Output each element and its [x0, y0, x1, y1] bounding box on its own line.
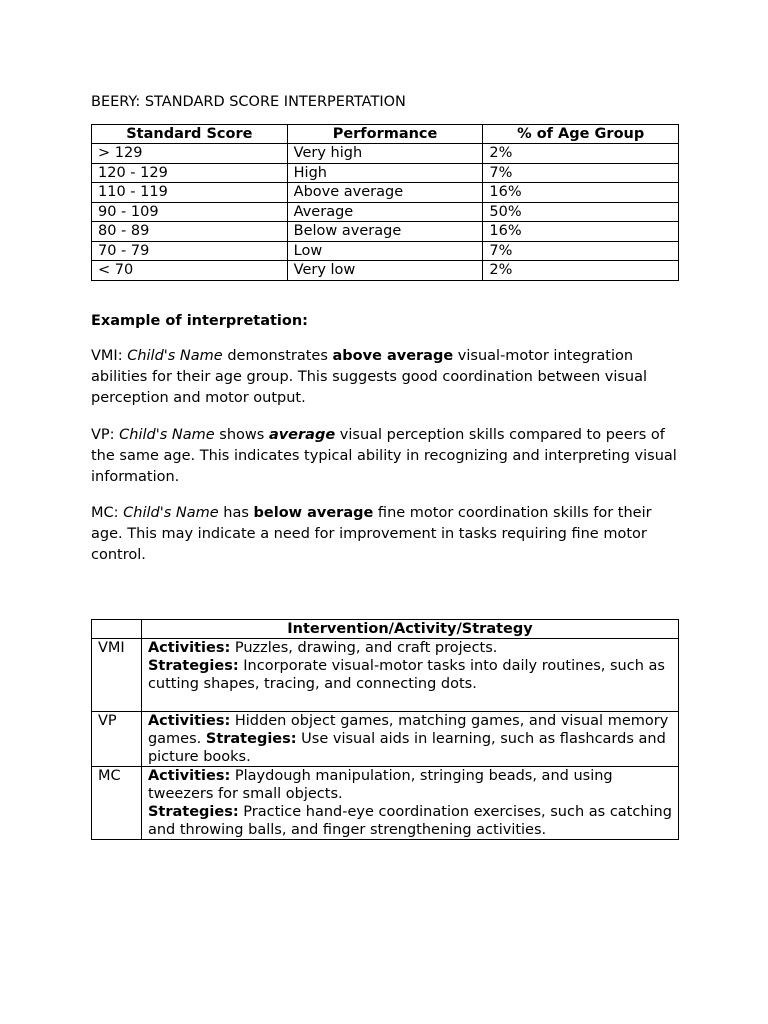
score-cell: 70 - 79 [92, 241, 288, 261]
column-header-performance: Performance [287, 125, 483, 144]
performance-cell: Above average [287, 183, 483, 203]
standard-score-table [91, 124, 679, 281]
table-row [92, 712, 679, 767]
performance-cell: Very low [287, 261, 483, 281]
vp-strategies: Use visual aids in learning, such as flashcards and picture books. [147, 731, 666, 765]
vmi-level: above average [332, 348, 454, 364]
performance-cell: Average [287, 202, 483, 222]
table-header-row [92, 620, 679, 639]
mc-description: fine motor coordination skills for their age. This may indicate a need for improvement in tasks requiring fine motor control. [91, 505, 652, 563]
score-cell: < 70 [92, 261, 288, 281]
table-row [92, 222, 679, 242]
percent-cell: 7% [483, 163, 679, 183]
column-header-standard-score: Standard Score [92, 125, 288, 144]
mc-activities: Playdough manipulation, stringing beads, and using tweezers for small objects. [147, 768, 613, 802]
score-cell: 90 - 109 [92, 202, 288, 222]
percent-cell: 50% [483, 202, 679, 222]
child-name-placeholder: Child's Name [119, 427, 215, 443]
vmi-prefix: VMI: [91, 348, 128, 364]
score-cell: 110 - 119 [92, 183, 288, 203]
domain-cell-vp: VP [92, 712, 142, 767]
domain-cell-vmi: VMI [92, 639, 142, 712]
activities-label: Activities: [147, 640, 231, 656]
example-heading: Example of interpretation: [91, 313, 308, 329]
child-name-placeholder: Child's Name [127, 348, 223, 364]
strategies-label: Strategies: [205, 731, 297, 747]
table-row [92, 202, 679, 222]
table-row [92, 183, 679, 203]
performance-cell: High [287, 163, 483, 183]
mc-interpretation-paragraph [91, 503, 679, 566]
score-cell: 120 - 129 [92, 163, 288, 183]
mc-prefix: MC: [91, 505, 124, 521]
vmi-activities: Puzzles, drawing, and craft projects. [230, 640, 498, 656]
activities-label: Activities: [147, 768, 231, 784]
vp-description: visual perception skills compared to peers of the same age. This indicates typical ability in recognizing and interpreting visual information. [91, 427, 677, 485]
mc-strategies: Practice hand-eye coordination exercises, such as catching and throwing balls, and finger strengthening activities. [147, 804, 672, 838]
vp-interpretation-paragraph [91, 425, 679, 488]
vmi-verb: demonstrates [222, 348, 333, 364]
percent-cell: 7% [483, 241, 679, 261]
activities-label: Activities: [147, 713, 231, 729]
score-cell: > 129 [92, 144, 288, 164]
percent-cell: 16% [483, 222, 679, 242]
domain-cell-mc: MC [92, 767, 142, 840]
mc-level: below average [253, 505, 374, 521]
table-row [92, 241, 679, 261]
table-header-row [92, 125, 679, 144]
mc-verb: has [218, 505, 254, 521]
percent-cell: 16% [483, 183, 679, 203]
intervention-table [91, 619, 679, 840]
vp-activities: Hidden object games, matching games, and visual memory games. [147, 713, 669, 747]
table-row [92, 163, 679, 183]
vp-level: average [268, 427, 336, 443]
table-row [92, 261, 679, 281]
score-cell: 80 - 89 [92, 222, 288, 242]
vmi-strategies: Incorporate visual-motor tasks into daily routines, such as cutting shapes, tracing, and connecting dots. [147, 658, 665, 692]
performance-cell: Very high [287, 144, 483, 164]
performance-cell: Below average [287, 222, 483, 242]
intervention-cell-mc [141, 767, 678, 840]
column-header-percent-age-group: % of Age Group [483, 125, 679, 144]
intervention-cell-vmi [141, 639, 678, 712]
child-name-placeholder: Child's Name [123, 505, 219, 521]
column-header-intervention: Intervention/Activity/Strategy [141, 620, 678, 639]
column-header-blank [92, 620, 142, 639]
percent-cell: 2% [483, 144, 679, 164]
strategies-label: Strategies: [147, 804, 239, 820]
performance-cell: Low [287, 241, 483, 261]
table-row [92, 144, 679, 164]
percent-cell: 2% [483, 261, 679, 281]
vmi-interpretation-paragraph [91, 346, 679, 409]
table-row [92, 639, 679, 712]
strategies-label: Strategies: [147, 658, 239, 674]
document-title: BEERY: STANDARD SCORE INTERPERTATION [91, 94, 406, 110]
intervention-cell-vp [141, 712, 678, 767]
vp-verb: shows [214, 427, 269, 443]
vmi-description: visual-motor integration abilities for their age group. This suggests good coordination between visual perception and motor output. [91, 348, 648, 406]
table-row [92, 767, 679, 840]
vp-prefix: VP: [91, 427, 120, 443]
